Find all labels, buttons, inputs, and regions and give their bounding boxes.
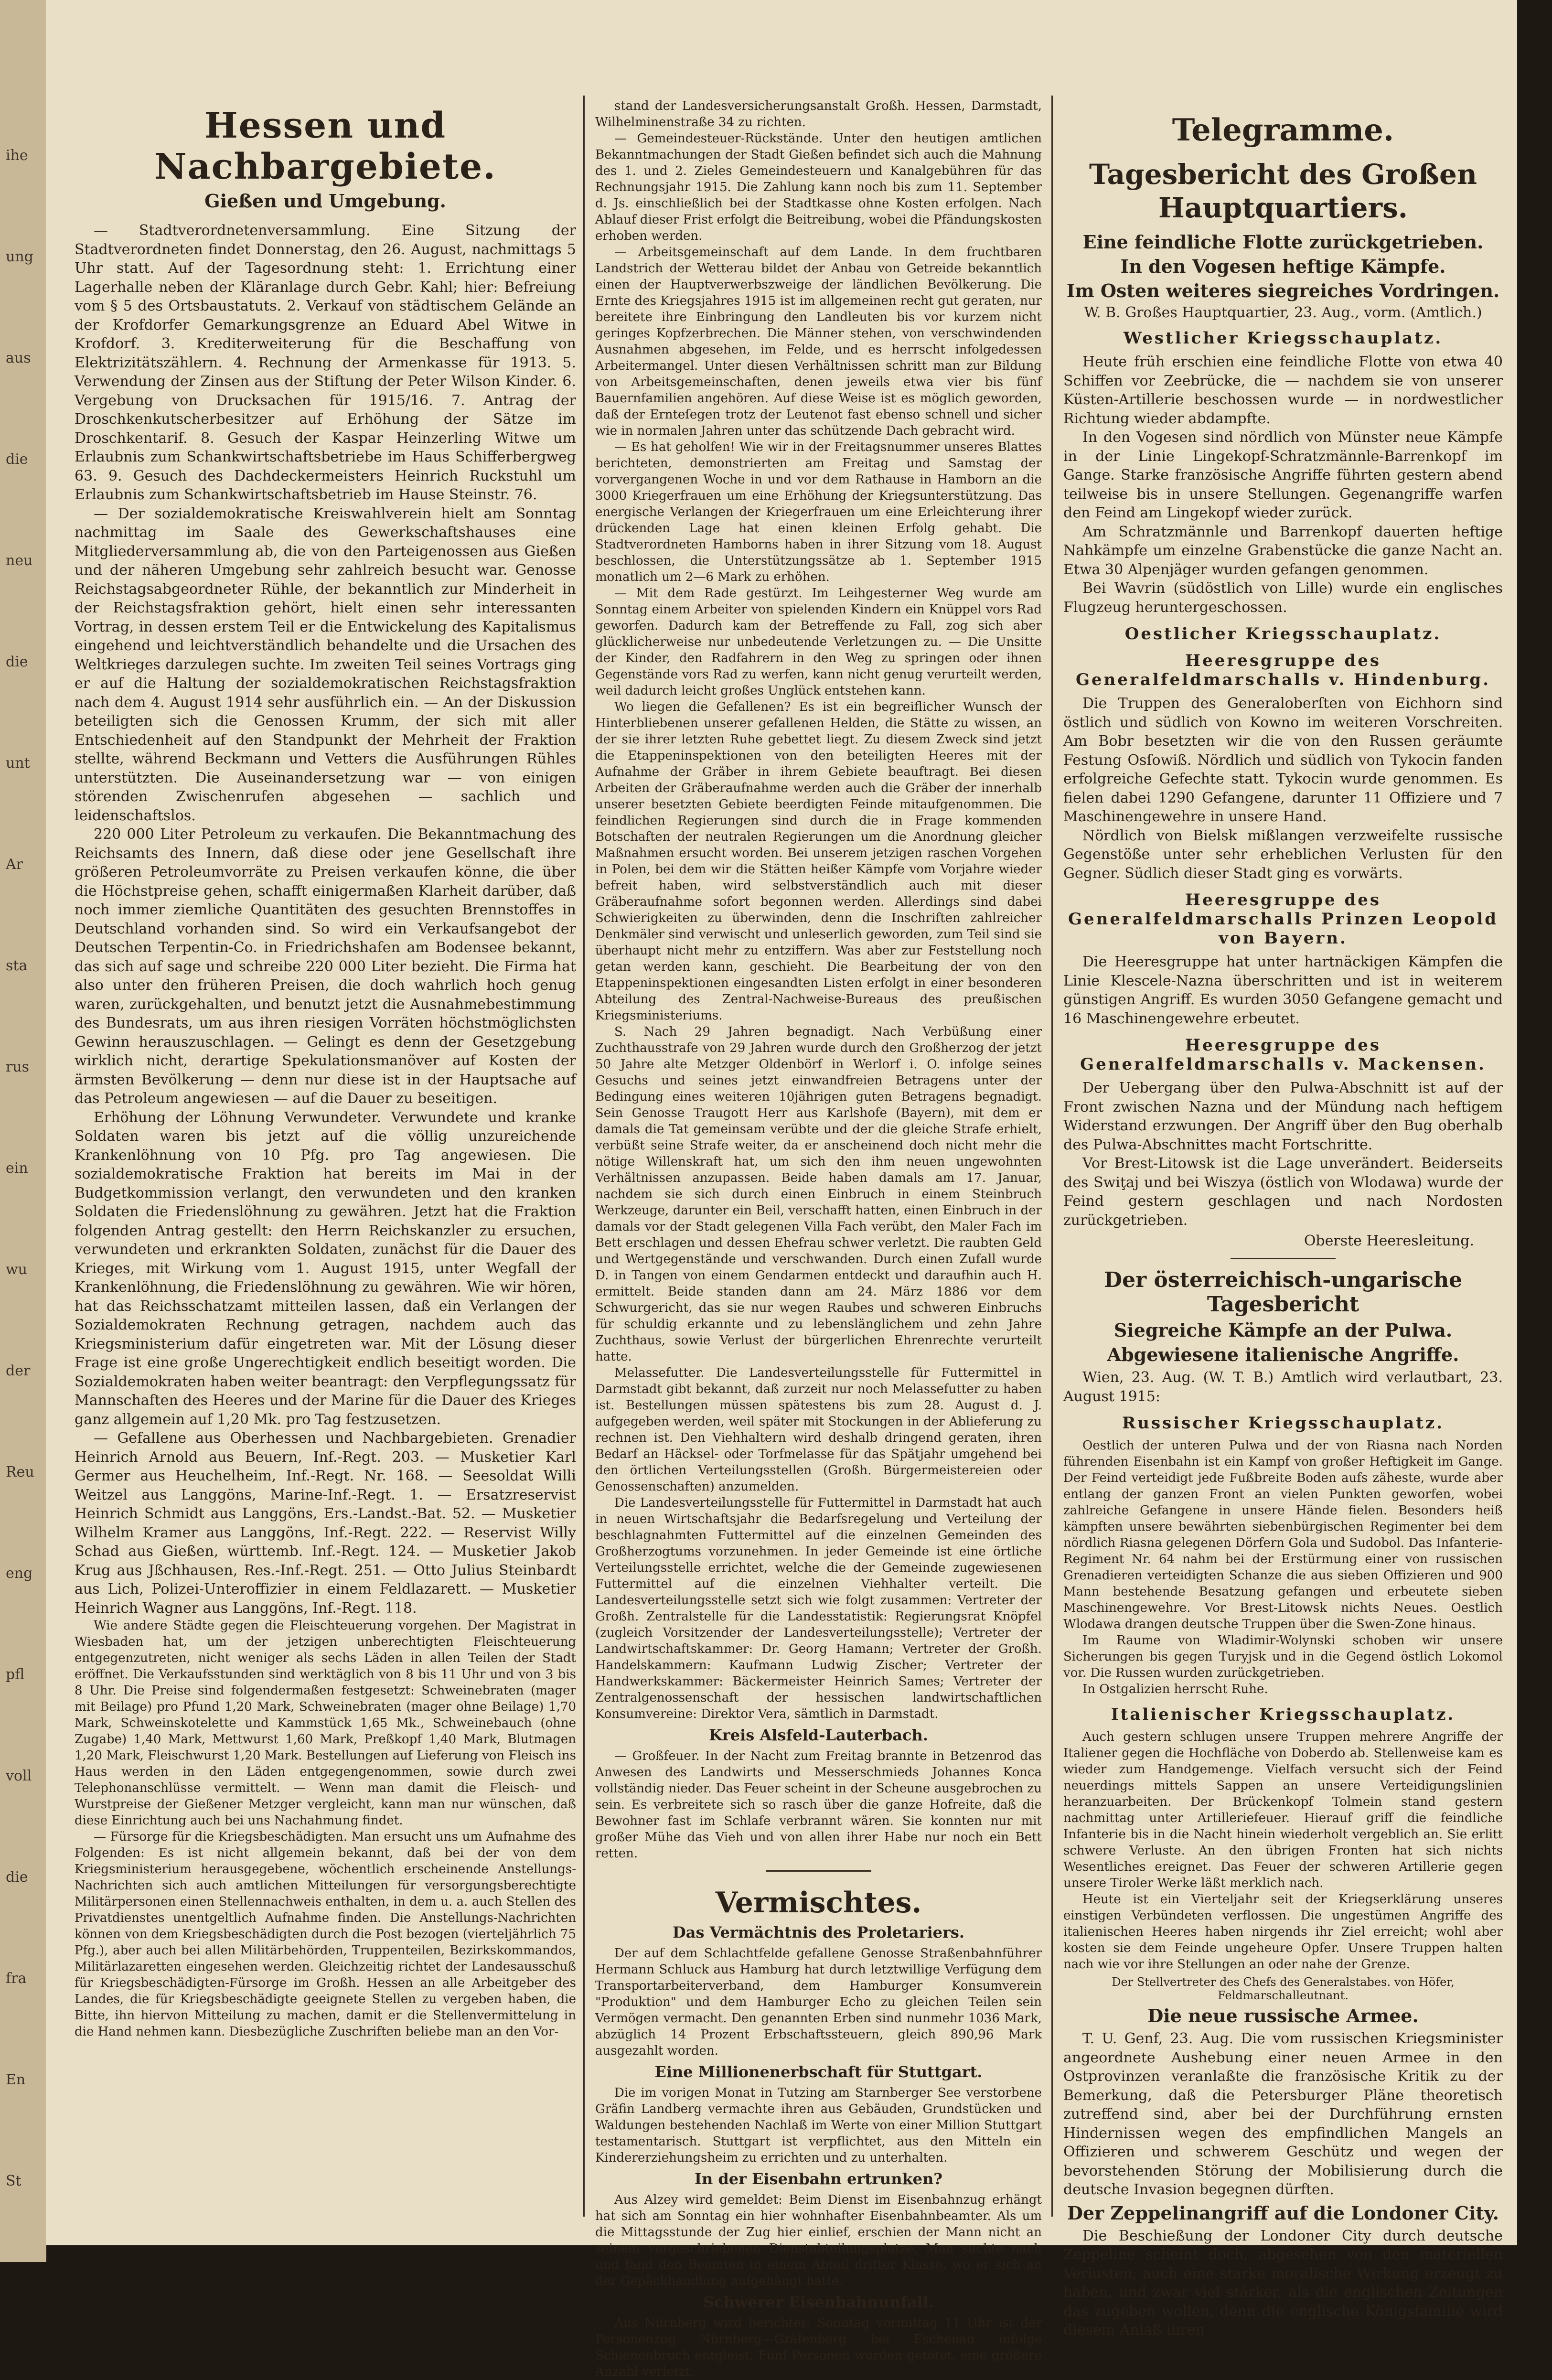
article-paragraph: Der auf dem Schlachtfelde gefallene Genosse Straßenbahnführer Hermann Schluck aus Hamburg hat durch letztwillige Verfügung dem Transportarbeiterverband, dem Hamburger Konsumverein "Produktion" und dem Hamburger Echo zu gleichen Teilen sein Vermögen vermacht. Den genannten Erben sind nunmehr 1036 Mark, abzüglich 14 Prozent Erbschaftssteuern, gleich 890,96 Mark ausgezahlt worden. xyxy=(595,1946,1042,2058)
article-paragraph: Vor Brest-Litowsk ist die Lage unverändert. Beiderseits des Swiţaj und bei Wiszya (östlich von Wlodawa) wurde der Feind gestern geschlagen und nach Nordosten zurückgetrieben. xyxy=(1063,1155,1503,1229)
article-paragraph: Der Uebergang über den Pulwa-Abschnitt ist auf der Front zwischen Nazna und der Mündung nach heftigem Widerstand erzwungen. Der Angriff über den Bug oberhalb des Pulwa-Abschnittes macht Fortschritte. xyxy=(1063,1080,1503,1153)
article-paragraph: — Mit dem Rade gestürzt. Im Leihgesterner Weg wurde am Sonntag einem Arbeiter von spielenden Kindern ein Knüppel vors Rad geworfen. Dadurch kam der Betreffende zu Fall, zog sich aber glücklicherweise nur unbedeutende Verletzungen zu. — Die Unsitte der Kinder, den Radfahrern in den Weg zu springen oder ihnen Gegenstände vors Rad zu werfen, kann nicht genug verurteilt werden, weil dadurch leicht großes Unglück entstehen kann. xyxy=(595,586,1042,698)
adjacent-page-fragment: der xyxy=(6,1362,31,1379)
article-paragraph: T. U. Genf, 23. Aug. Die vom russischen Kriegsminister angeordnete Aushebung einer neuen Armee in den Ostprovinzen veranlaßte die französische Kritik zu der Bemerkung, daß die Petersburger Pläne theoretisch zutreffend sind, aber bei der Durchführung ernsten Hindernissen wegen des empfindlichen Mangels an Offizieren und schwerem Geschütz und wegen der bevorstehenden Störung der Mobilisierung durch die deutsche Invasion begegnen dürften. xyxy=(1063,2030,1503,2198)
adjacent-page-fragment: neu xyxy=(6,552,33,569)
article-paragraph: — Großfeuer. In der Nacht zum Freitag brannte in Betzenrod das Anwesen des Landwirts und Messerschmieds Johannes Konca vollständig nieder. Das Feuer scheint in der Scheune ausgebrochen zu sein. Es verbreitete sich so rasch über die ganze Hofreite, daß die Bewohner fast im Schlafe verbrannt wären. Sie konnten nur mit großer Mühe das Vieh und von allen ihrer Habe nur noch ein Bett retten. xyxy=(595,1749,1042,1861)
telegrams-title: Telegramme. xyxy=(1172,112,1394,148)
army-heading: Heeresgruppe des Generalfeldmarschalls v. Hindenburg. xyxy=(1075,651,1491,689)
article-paragraph: Heute ist ein Vierteljahr seit der Kriegserklärung unseres einstigen Verbündeten verflossen. Die ungestümen Angriffe des italienischen Heeres haben nirgends ihr Ziel erreicht; wohl aber kosten sie dem Feinde ungeheure Opfer. Unsere Truppen halten nach wie vor ihre Stellungen an oder nahe der Grenze. xyxy=(1063,1892,1503,1972)
dateline: W. B. Großes Hauptquartier, 23. Aug., vorm. (Amtlich.) xyxy=(1084,304,1482,321)
adjacent-page-strip xyxy=(0,0,47,2262)
ital-paragraphs xyxy=(1063,1729,1503,1973)
article-paragraph: Die im vorigen Monat in Tutzing am Starnberger See verstorbene Gräfin Landberg vermachte ihren aus Gebäuden, Grundstücken und Waldungen bestehenden Nachlaß im Werte von einer Million Stuttgart testamentarisch. Stuttgart ist verpflichtet, aus den Mitteln ein Kindererziehungsheim zu errichten und zu unterhalten. xyxy=(595,2086,1042,2165)
article-paragraph: S. Nach 29 Jahren begnadigt. Nach Verbüßung einer Zuchthausstrafe von 29 Jahren wurde durch den Großherzog der jetzt 50 Jahre alte Metzger Oldenbörf in Werlorf i. O. infolge seines Gesuchs und seines jetzt einwandfreien Betragens unter der Bedingung eines weiteren 10jährigen guten Betragens begnadigt. Sein Genosse Traugott Herr aus Karlshofe (Bayern), mit dem er damals die Tat gemeinsam verübte und der die gleiche Strafe erhielt, verbüßt seine Strafe weiter, da er anscheinend doch nicht mehr die nötige Willenskraft hat, um sich den ihm neuen ungewohnten Verhältnissen anzupassen. Beide haben damals am 17. Januar, nachdem sie sich durch einen Einbruch in einem Steinbruch Werkzeuge, darunter ein Beil, verschafft hatten, einen Einbruch in der damals vor der Stadt gelegenen Villa Fach verübt, den Maler Fach im Bett erschlagen und dessen Ehefrau schwer verletzt. Die raubten Geld und Wertgegenstände und verschwanden. Durch einen Zufall wurde D. in Tangen von einem Gendarmen entdeckt und daraufhin auch H. ermittelt. Beide standen dann am 24. März 1886 vor dem Schwurgericht, das sie nur wegen Raubes und schweren Einbruchs für schuldig erkannte und zu lebenslänglichem und zehn Jahre Zuchthaus, sowie Verlust der bürgerlichen Ehrenrechte verurteilt hatte. xyxy=(595,1025,1042,1364)
headline-sub: Eine feindliche Flotte zurückgetrieben. xyxy=(1082,231,1484,253)
adjacent-page-fragment: ein xyxy=(6,1160,28,1177)
article-paragraph: Oestlich der unteren Pulwa und der von Riasna nach Norden führenden Eisenbahn ist ein Kampf von großer Heftigkeit im Gange. Der Feind verteidigt jede Fußbreite Boden aufs zäheste, wurde aber entlang der ganzen Front an vielen Punkten geworfen, wobei zahlreiche Gefangene in unsere Hände fielen. Besonders heiß kämpften unsere bewährten siebenbürgischen Regimenter bei dem nördlich Riasna gelegenen Dörfern Gola und Sudobol. Das Infanterie-Regiment Nr. 64 nahm bei der Erstürmung einer von russischen Grenadieren verteidigten Schanze die aus sieben Offizieren und 900 Mann bestehende Besatzung gefangen und erbeutete sieben Maschinengewehre. Vor Brest-Litowsk nichts Neues. Oestlich Wlodawa drangen deutsche Truppen über die Swen-Zone hinaus. xyxy=(1063,1438,1503,1631)
article-paragraph: — Der sozialdemokratische Kreiswahlverein hielt am Sonntag nachmittag im Saale des Gewerkschaftshauses eine Mitgliederversammlung ab, die von den Parteigenossen aus Gießen und der näheren Umgebung sehr zahlreich besucht war. Genosse Reichstagsabgeordneter Rühle, der bekanntlich zur Minderheit in der Reichstagsfraktion gehört, hielt einen sehr interessanten Vortrag, in dessen erstem Teil er die Entwickelung des Kapitalismus eingehend und leichtverständlich behandelte und die Ursachen des Weltkrieges darzulegen suchte. Im zweiten Teil seines Vortrags ging er auf die Haltung der sozialdemokratischen Reichstagsfraktion nach dem 4. August 1914 sehr ausführlich ein. — An der Diskussion beteiligten sich die Genossen Krumm, der sich mit aller Entschiedenheit auf den Standpunkt der Mehrheit der Fraktion stellte, während Beckmann und Vetters die Ausführungen Rühles unterstützten. Die Auseinandersetzung war — von einigen störenden Zwischenrufen abgesehen — sachlich und leidenschaftslos. xyxy=(75,505,576,824)
misc-list xyxy=(595,1923,1042,2380)
article-paragraph: — Gemeindesteuer-Rückstände. Unter den heutigen amtlichen Bekanntmachungen der Stadt Gießen befindet sich auch die Mahnung des 1. und 2. Zieles Gemeindesteuern und Kanalgebühren für das Rechnungsjahr 1915. Die Zahlung kann noch bis zum 11. September d. Js. einschließlich bei der Stadtkasse ohne Kosten erfolgen. Nach Ablauf dieser Frist erfolgt die Beitreibung, wobei die Pfändungskosten erhoben werden. xyxy=(595,131,1042,243)
at-report-title: Der österreichisch-ungarische Tagesbericht xyxy=(1103,1268,1463,1317)
newspaper-page xyxy=(46,0,1517,2379)
army-heading: Heeresgruppe des Generalfeldmarschalls Prinzen Leopold von Bayern. xyxy=(1068,890,1498,948)
east-heading: Oestlicher Kriegsschauplatz. xyxy=(1124,624,1442,643)
russian-army-title: Die neue russische Armee. xyxy=(1147,2005,1419,2026)
adjacent-page-fragment: voll xyxy=(6,1768,32,1784)
west-paragraphs xyxy=(1063,353,1503,617)
column-local-news xyxy=(595,0,1042,2380)
misc-title: Vermischtes. xyxy=(715,1886,922,1919)
signature: Der Stellvertreter des Chefs des Generalstabes. von Höfer, Feldmarschalleutnant. xyxy=(1112,1975,1455,2002)
army-heading: Heeresgruppe des Generalfeldmarschalls v. Mackensen. xyxy=(1080,1036,1486,1074)
article-paragraph: — Fürsorge für die Kriegsbeschädigten. Man ersucht uns um Aufnahme des Folgenden: Es ist nicht allgemein bekannt, daß bei der von dem Kriegsministerium herausgegebene, wöchentlich erscheinende Anstellungs-Nachrichten sich auch amtlichen Mitteilungen für versorgungsberechtigte Militärpersonen einen Stellennachweis enthalten, in dem u. a. auch Stellen des Privatdienstes unentgeltlich Aufnahme finden. Die Anstellungs-Nachrichten können von dem Kriegsbeschädigten durch die Post bezogen (vierteljährlich 75 Pfg.), aber auch bei allen Militärbehörden, Truppenteilen, Bezirkskommandos, Militärlazaretten eingesehen werden. Gleichzeitig richtet der Landesausschuß für Kriegsbeschädigten-Fürsorge im Großh. Hessen an alle Arbeitgeber des Landes, die für Kriegsbeschädigte geeignete Stellen zu vergeben haben, die Bitte, ihn hiervon Mitteilung zu machen, damit er die Stellenvermittelung in die Hand nehmen kann. Diesbezügliche Zuschriften beliebe man an den Vor- xyxy=(75,1830,576,2039)
army1-paragraphs xyxy=(1063,694,1503,883)
article-paragraph: — Es hat geholfen! Wie wir in der Freitagsnummer unseres Blattes berichteten, demonstrierten am Freitag und Samstag der vorvergangenen Woche in und vor dem Rathause in Hamborn an die 3000 Kriegerfrauen um eine Erhöhung der Kriegsunterstützung. Das energische Verlangen der Kriegerfrauen um eine Erleichterung ihrer drückenden Lage hat einen kleinen Erfolg gehabt. Die Stadtverordneten Hamborns haben in ihrer Sitzung vom 18. August beschlossen, die Unterstützungssätze ab 1. September 1915 monatlich um 2—6 Mark zu erhöhen. xyxy=(595,440,1042,584)
section-title-hessen: Hessen und Nachbargebiete. xyxy=(154,105,496,187)
adjacent-page-fragment: die xyxy=(6,1869,28,1886)
article-paragraph: — Arbeitsgemeinschaft auf dem Lande. In dem fruchtbaren Landstrich der Wetterau bildet der Anbau von Getreide bekanntlich einen der Hauptverwerbszweige der ländlichen Bevölkerung. Die Ernte des Kriegsjahres 1915 ist im allgemeinen recht gut geraten, nur bereitete ihre Einbringung den Landleuten bis vor kurzem nicht geringes Kopfzerbrechen. Die Männer stehen, von verschwindenden Ausnahmen abgesehen, im Felde, und es herrscht infolgedessen Arbeitermangel. Unter diesen Verhältnissen schritt man zur Bildung von Arbeitsgemeinschaften, denen jeweils etwa vier bis fünf Bauernfamilien angehören. Auf diese Weise ist es möglich geworden, daß der Ernteſegen trotz der Leutenot fast ebenso schnell und sicher wie in normalen Jahren unter das schützende Dach gebracht wird. xyxy=(595,245,1042,438)
section-subtitle-giessen: Gießen und Umgebung. xyxy=(204,190,446,212)
kreis-heading: Kreis Alsfeld-Lauterbach. xyxy=(709,1726,928,1744)
article-paragraph: Bei Wavrin (südöstlich von Lille) wurde ein englisches Flugzeug heruntergeschossen. xyxy=(1063,580,1503,616)
article-paragraph: In Ostgalizien herrscht Ruhe. xyxy=(1082,1682,1268,1696)
article-paragraph: Auch gestern schlugen unsere Truppen mehrere Angriffe der Italiener gegen die Hochfläche von Doberdo ab. Stellenweise kam es wieder zum Handgemenge. Vielfach versucht sich der Feind neuerdings mittels Sappen an unsere Verteidigungslinien heranzuarbeiten. Der Brückenkopf Tolmein stand gestern nachmittag unter Artilleriefeuer. Hierauf griff die feindliche Infanterie bis in die Nacht hinein wiederholt vergeblich an. Sie erlitt schwere Verluste. An den übrigen Fronten hat sich nichts Wesentliches ereignet. Das Feuer der schweren Artillerie gegen unsere Tiroler Werke läßt merklich nach. xyxy=(1063,1730,1503,1890)
adjacent-page-fragment: eng xyxy=(6,1565,33,1582)
article-paragraph: Am Schratzmännle und Barrenkopf dauerten heftige Nahkämpfe um einzelne Grabenstücke die ganze Nacht an. Etwa 30 Alpenjäger wurden gefangen genommen. xyxy=(1063,523,1503,578)
article-paragraph: — Stadtverordnetenversammlung. Eine Sitzung der Stadtverordneten findet Donnerstag, den 26. August, nachmittags 5 Uhr statt. Auf der Tagesordnung steht: 1. Errichtung einer Lagerhalle neben der Kläranlage durch Gebr. Kahl; hier: Befreiung vom § 5 des Ortsbaustatuts. 2. Verkauf von städtischem Gelände an der Krofdorfer Gemarkungsgrenze an Eduard Abel Witwe in Krofdorf. 3. Krediterweiterung für die Beschaffung von Elektrizitätszählern. 4. Rechnung der Armenkasse für 1913. 5. Verwendung der Zinsen aus der Stiftung der Peter Wilson Kinder. 6. Vergebung von Drucksachen für 1915/16. 7. Antrag der Droschkenkutscherbesitzer auf Erhöhung der Sätze im Droschkentarif. 8. Gesuch der Kaspar Heinzerling Witwe um Erlaubnis zum Schankwirtschaftsbetriebe im Haus Schifferbergweg 63. 9. Gesuch des Dachdeckermeisters Heinrich Ruckstuhl um Erlaubnis zum Schankwirtschaftsbetrieb im Hause Steinstr. 76. xyxy=(75,222,576,503)
adjacent-page-fragment: En xyxy=(6,2071,26,2088)
adjacent-page-fragment: rus xyxy=(6,1059,30,1075)
article-paragraph: Wie andere Städte gegen die Fleischteuerung vorgehen. Der Magistrat in Wiesbaden hat, um der jetzigen unberechtigten Fleischteuerung entgegenzutreten, nicht weniger als sechs Läden in allen Teilen der Stadt eröffnet. Die Verkaufsstunden sind werktäglich von 8 bis 11 Uhr und von 3 bis 8 Uhr. Die Preise sind folgendermaßen festgesetzt: Schweinebraten (mager mit Beilage) pro Pfund 1,20 Mark, Schweinebraten (mager ohne Beilage) 1,70 Mark, Schweinskotelette und Kammstück 1,65 Mk., Schweinebauch (ohne Zugabe) 1,40 Mark, Mettwurst 1,60 Mark, Preßkopf 1,40 Mark, Blutmagen 1,20 Mark, Fleischwurst 1,20 Mark. Bestellungen auf Lieferung von Fleisch ins Haus werden in den Läden entgegengenommen, sowie durch zwei Telephonanschlüsse vermittelt. — Wenn man damit die Fleisch- und Wurstpreise der Gießener Metzger vergleicht, kann man nur wünschen, daß diese Einrichtung auch bei uns Nachahmung findet. xyxy=(75,1619,576,1828)
article-list xyxy=(75,221,576,1618)
article-paragraph: Aus Alzey wird gemeldet: Beim Dienst im Eisenbahnzug erhängt hat sich am Sonntag ein hier wohnhafter Eisenbahnbeamter. Als um die Mittagsstunde der Zug hier einlief, erschien der Mann nicht an seinem vorgeschriebenen Dienstabteilungsplatze. Man suchte nach und fand den Beamten in einem Abteil dritter Klasse, wo er sich an der Gepäckhandlung aufgehängt hatte. xyxy=(595,2193,1042,2288)
adjacent-page-fragment: fra xyxy=(6,1970,27,1987)
adjacent-page-fragment: sta xyxy=(6,957,28,974)
adjacent-page-fragment: unt xyxy=(6,755,30,772)
misc-item-title: Schwerer Eisenbahnunfall. xyxy=(703,2293,934,2311)
adjacent-page-text xyxy=(0,143,46,2194)
russ-heading: Russischer Kriegsschauplatz. xyxy=(1122,1414,1444,1433)
adjacent-page-fragment: ung xyxy=(6,248,33,265)
article-paragraph: Melassefutter. Die Landesverteilungsstelle für Futtermittel in Darmstadt gibt bekannt, daß zurzeit nur noch Melassefutter zu haben ist. Bestellungen müssen spätestens bis zum 28. August d. J. aufgegeben werden, weil später mit Stockungen in der Ablieferung zu rechnen ist. Den Viehhaltern wird deshalb dringend geraten, ihren Bedarf an Häcksel- oder Torfmelasse für das Spätjahr umgehend bei den örtlichen Verteilungsstellen (Großh. Bürgermeistereien oder Genossenschaften) anzumelden. xyxy=(595,1366,1042,1494)
headline-sub: Im Osten weiteres siegreiches Vordringen. xyxy=(1066,280,1500,301)
ital-heading: Italienischer Kriegsschauplatz. xyxy=(1111,1705,1456,1724)
adjacent-page-fragment: Ar xyxy=(6,856,23,873)
misc-item-title: Das Vermächtnis des Proletariers. xyxy=(672,1923,965,1941)
adjacent-page-fragment: wu xyxy=(6,1261,27,1278)
adjacent-page-fragment: ihe xyxy=(6,147,28,164)
article-paragraph: Aus Nürnberg wird berichtet: Sonntag vormittag 11 Uhr ist der Personenzug Nürnberg—Gräfenberg bei Eschenau infolge Schienenbruch entgleist. Fünf Personen wurden getötet, eine größere Anzahl verletzt. xyxy=(595,2316,1042,2379)
article-paragraph: — Gefallene aus Oberhessen und Nachbargebieten. Grenadier Heinrich Arnold aus Beuern, Inf.-Regt. 203. — Musketier Karl Germer aus Heuchelheim, Inf.-Regt. Nr. 168. — Seesoldat Willi Weitzel aus Langgöns, Marine-Inf.-Regt. 1. — Ersatzreservist Heinrich Schmidt aus Langgöns, Ers.-Landst.-Bat. 52. — Musketier Wilhelm Kramer aus Langgöns, Inf.-Regt. 222. — Reservist Willy Schad aus Gießen, württemb. Inf.-Regt. 124. — Musketier Jakob Krug aus Jßchhausen, Res.-Inf.-Regt. 251. — Otto Julius Steinbardt aus Lich, Polizei-Unteroffizier in einem Feldlazarett. — Musketier Heinrich Wagner aus Langgöns, Inf.-Regt. 118. xyxy=(75,1430,576,1617)
column-telegrams xyxy=(1063,0,1503,2340)
column-divider xyxy=(1051,96,1053,2217)
at-report-sub: Abgewiesene italienische Angriffe. xyxy=(1107,1344,1459,1365)
zeppelin-title: Der Zeppelinangriff auf die Londoner City. xyxy=(1067,2202,1499,2224)
divider xyxy=(766,1870,871,1872)
article-paragraph: 220 000 Liter Petroleum zu verkaufen. Die Bekanntmachung des Reichsamts des Innern, daß diese oder jene Gesellschaft ihre größeren Petroleumvorräte zu Preisen verkaufen könne, die über die Höchstpreise gehen, schafft einigermaßen Klarheit darüber, daß noch immer ziemliche Quantitäten des gesuchten Brennstoffes in Deutschland vorhanden sind. So wird ein Verkaufsangebot der Deutschen Terpentin-Co. in Friedrichshafen am Bodensee bekannt, das sich auf sage und schreibe 220 000 Liter bezieht. Die Firma hat also unter den früheren Preisen, die doch wahrlich hoch genug waren, zurückgehalten, und benutzt jetzt die Ausnahmebestimmung des Bundesrats, um aus ihren riesigen Vorräten höchstmöglichsten Gewinn herauszuschlagen. — Gelingt es denn der Gesetzgebung wirklich nicht, derartige Spekulationsmanöver auf Kosten der ärmsten Bevölkerung — denn nur diese ist in der Hauptsache auf das Petroleum angewiesen — auf die Dauer zu beseitigen. xyxy=(75,826,576,1107)
headquarters-headline: Tagesbericht des Großen Hauptquartiers. xyxy=(1089,158,1477,224)
army3-paragraphs xyxy=(1063,1079,1503,1230)
adjacent-page-fragment: aus xyxy=(6,350,31,366)
at-report-sub: Siegreiche Kämpfe an der Pulwa. xyxy=(1113,1319,1453,1341)
headline-sub: In den Vogesen heftige Kämpfe. xyxy=(1120,256,1446,277)
column-hessen xyxy=(75,0,576,2040)
article-paragraph: Im Raume von Wladimir-Wolynski schoben wir unsere Sicherungen bis gegen Turyjsk und in die Gegend östlich Lokomol vor. Die Russen wurden zurückgetrieben. xyxy=(1063,1633,1503,1680)
article-paragraph: Die Heeresgruppe hat unter hartnäckigen Kämpfen die Linie Klescele-Nazna überschritten und ist in weiterem günstigen Angriff. Es wurden 3050 Gefangene gemacht und 16 Maschinengewehre erbeutet. xyxy=(1063,954,1503,1027)
article-paragraph: Die Landesverteilungsstelle für Futtermittel in Darmstadt hat auch in neuen Wirtschaftsjahr die Bedarfsregelung und Verteilung der beschlagnahmten Futtermittel auf die einzelnen Gemeinden des Großherzogtums vorzunehmen. In jeder Gemeinde ist eine örtliche Verteilungsstelle errichtet, welche die der Gemeinde zugewiesenen Futtermittel auf die einzelnen Viehhalter verteilt. Die Landesverteilungsstelle setzt sich wie folgt zusammen: Vertreter der Großh. Zentralstelle für die Landesstatistik: Regierungsrat Knöpfel (zugleich Vorsitzender der Landesverteilungsstelle); Vertreter der Landwirtschaftskammer: Dr. Georg Hamann; Vertreter der Großh. Handelskammern: Kaufmann Ludwig Zischer; Vertreter der Handwerkskammer: Bäckermeister Heinrich Sames; Vertreter der Zentralgenossenschaft der hessischen landwirtschaftlichen Konsumvereine: Direktor Vera, sämtlich in Darmstadt. xyxy=(595,1496,1042,1721)
misc-item-title: Eine Millionenerbschaft für Stuttgart. xyxy=(654,2063,983,2081)
column-divider xyxy=(583,96,585,2217)
adjacent-page-fragment: die xyxy=(6,451,28,468)
article-paragraph: Die Truppen des Generaloberſten von Eichhorn sind östlich und südlich von Kowno im weiteren Vorschreiten. Am Bobr besetzten wir die von den Russen geräumte Festung Osſowiß. Nördlich und südlich von Tykocin fanden erfolgreiche Gefechte statt. Tykocin wurde genommen. Es fielen dabei 1290 Gefangene, darunter 11 Offiziere und 7 Maschinengewehre in unsere Hand. xyxy=(1063,695,1503,825)
article-paragraph: Erhöhung der Löhnung Verwundeter. Verwundete und kranke Soldaten waren bis jetzt auf die völlig unzureichende Krankenlöhnung von 10 Pfg. pro Tag angewiesen. Die sozialdemokratische Fraktion hat bereits im Mai in der Budgetkommission verlangt, den verwundeten und den kranken Soldaten die Friedenslöhnung zu gewähren. Jetzt hat die Fraktion folgenden Antrag gestellt: den Herrn Reichskanzler zu ersuchen, verwundeten und erkrankten Soldaten, zunächst für die Dauer des Krieges, mit Wirkung vom 1. August 1915, unter Wegfall der Krankenlöhnung, die Friedenslöhnung zu gewähren. Wie wir hören, hat das Reichsschatzamt mitteilen lassen, daß ein Verlangen der Sozialdemokraten Rechnung getragen, nachdem auch das Kriegsministerium dafür eingetreten war. Mit der Lösung dieser Frage ist eine große Ungerechtigkeit endlich beseitigt worden. Die Sozialdemokraten haben weiter beantragt: den Verpflegungssatz für Mannschaften des Heeres und der Marine für die Dauer des Krieges ganz allgemein auf 1,20 Mk. pro Tag festzusetzen. xyxy=(75,1109,576,1428)
article-paragraph: In den Vogesen sind nördlich von Münster neue Kämpfe in der Linie Lingekopf-Schratzmännle-Barrenkopf im Gange. Starke französische Angriffe führten gestern abend teilweise bis in unsere Stellungen. Gegenangriffe warfen den Feind am Lingekopf wieder zurück. xyxy=(1063,429,1503,521)
dateline: Wien, 23. Aug. (W. T. B.) Amtlich wird verlautbart, 23. August 1915: xyxy=(1063,1369,1503,1405)
russ-paragraphs xyxy=(1063,1437,1503,1697)
article-paragraph: Die Beschießung der Londoner City durch deutsche Zeppeline scheint doch, abgesehen von den materiellen Verlusten, auch eine starke moralische Wirkung erzeugt zu haben, und zwar viel stärker, als die englischen Zeitungen das zugeben wollen, denn die englische Königsfamilie wird diesem Anlaß ihren xyxy=(1063,2227,1503,2338)
adjacent-page-fragment: pfl xyxy=(6,1666,25,1683)
article-list xyxy=(595,98,1042,1722)
article-paragraph: Wo liegen die Gefallenen? Es ist ein begreiflicher Wunsch der Hinterbliebenen unserer gefallenen Helden, die Stätte zu wissen, an der sie ihrer letzten Ruhe gebettet liegt. Zu diesem Zweck sind jetzt die Etappeninspektionen von den beteiligten Heeres mit der Aufnahme der Gräber in ihrem Gebiete beauftragt. Bei diesen Arbeiten der Gräberaufnahme werden auch die Gräber der innerhalb unserer besetzten Gebiete beerdigten Feinde mitaufgenommen. Die feindlichen Regierungen sind durch die in Frage kommenden Botschaften der neutralen Regierungen um die Anordnung gleicher Maßnahmen ersucht worden. Bei unserem jetzigen raschen Vorgehen in Polen, bei dem wir die Stätten heißer Kämpfe vom Vorjahre wieder befreit haben, wird selbstverständlich auch mit dieser Gräberaufnahme sofort begonnen werden. Allerdings sind dabei Schwierigkeiten zu überwinden, denn die Inschriften zahlreicher Denkmäler sind verwischt und unleserlich geworden, zum Teil sind sie überhaupt nicht mehr zu entziffern. Was aber zur Feststellung noch getan werden kann, geschieht. Die Bearbeitung der von den Etappeninspektionen eingesandten Listen erfolgt in einer besonderen Abteilung des Zentral-Nachweise-Bureaus des preußischen Kriegsministeriums. xyxy=(595,700,1042,1023)
adjacent-page-fragment: St xyxy=(6,2173,21,2189)
misc-item-title: In der Eisenbahn ertrunken? xyxy=(694,2170,942,2188)
article-paragraph: Nördlich von Bielsk mißlangen verzweifelte russische Gegenstöße unter sehr erheblichen Verlusten für den Gegner. Südlich dieser Stadt ging es vorwärts. xyxy=(1063,827,1503,882)
article-paragraph: stand der Landesversicherungsanstalt Großh. Hessen, Darmstadt, Wilhelminenstraße 34 zu richten. xyxy=(595,99,1042,129)
signature: Oberste Heeresleitung. xyxy=(1304,1233,1474,1249)
adjacent-page-fragment: Reu xyxy=(6,1464,34,1480)
west-heading: Westlicher Kriegsschauplatz. xyxy=(1123,329,1443,348)
article-paragraph: Heute früh erschien eine feindliche Flotte von etwa 40 Schiffen vor Zeebrücke, die — nachdem sie von unserer Küsten-Artillerie beschossen wurde — in nordwestlicher Richtung wieder abdampfte. xyxy=(1063,354,1503,427)
article-list-small xyxy=(75,1618,576,2040)
divider xyxy=(1231,1258,1336,1259)
adjacent-page-fragment: die xyxy=(6,654,28,670)
